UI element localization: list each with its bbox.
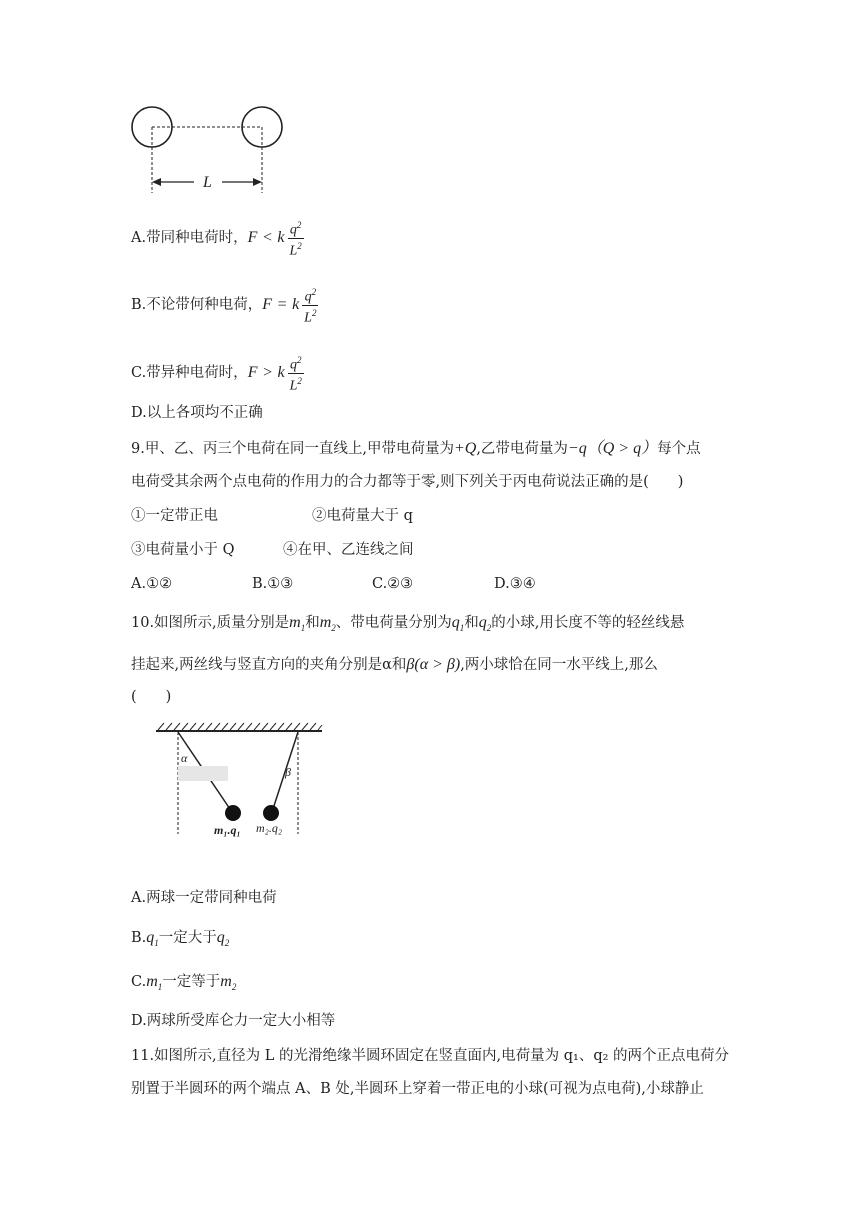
right-ball	[263, 805, 279, 821]
q9-statement-4: ④在甲、乙连线之间	[283, 542, 414, 558]
fraction: $\frac{q^2}{L^2}$	[304, 287, 317, 326]
q10-line2: 挂起来,两丝线与竖直方向的夹角分别是α和β(α > β),两小球恰在同一水平线上,那么	[131, 656, 658, 673]
q9-statement-1: ①一定带正电	[131, 508, 218, 524]
pendulum-figure	[154, 722, 326, 842]
q11-line1: 11.如图所示,直径为 L 的光滑绝缘半圆环固定在竖直面内,电荷量为 q₁、q₂ 的两个正点电荷分	[131, 1048, 730, 1064]
fraction: $\frac{q^2}{L^2}$	[289, 355, 302, 394]
distance-label: L	[203, 174, 212, 191]
q10-option-c: $C.m_1$一定等于$m_2$	[131, 973, 237, 993]
left-ball	[225, 805, 241, 821]
q10-option-b: $B.q_1$一定大于$q_2$	[131, 929, 230, 949]
fraction: $\frac{q^2}{L^2}$	[289, 220, 302, 259]
q9-statement-3: ③电荷量小于 Q	[131, 542, 235, 558]
q9-line1: 9.甲、乙、丙三个电荷在同一直线上,甲带电荷量为+Q,乙带电荷量为−q（Q > q）每个点	[131, 440, 701, 457]
q9-option-c: C.②③	[372, 576, 414, 592]
q10-option-a: A.两球一定带同种电荷	[131, 890, 277, 906]
q9-option-b: B.①③	[252, 576, 294, 592]
q11-line2: 别置于半圆环的两个端点 A、B 处,半圆环上穿着一带正电的小球(可视为点电荷),小球静止	[131, 1081, 704, 1097]
q9-statement-2: ②电荷量大于 q	[312, 508, 413, 524]
two-spheres-figure	[128, 98, 288, 198]
option-a: A.带同种电荷时，F < k $\frac{q^2}{L^2}$	[131, 220, 302, 259]
option-c: C.带异种电荷时，F > k $\frac{q^2}{L^2}$	[131, 355, 302, 394]
q10-line1: 10.如图所示,质量分别是$m_1$和$m_2$、带电荷量分别为$q_1$和$q_2$的小球,用长度不等的轻丝线悬	[131, 614, 685, 634]
beta-label: β	[285, 765, 291, 779]
q10-option-d: D.两球所受库仑力一定大小相等	[131, 1013, 336, 1029]
option-b: B.不论带何种电荷，F = k $\frac{q^2}{L^2}$	[131, 287, 317, 326]
alpha-label: α	[181, 751, 188, 765]
option-d: D.以上各项均不正确	[131, 405, 263, 421]
q9-line2: 电荷受其余两个点电荷的作用力的合力都等于零,则下列关于丙电荷说法正确的是( )	[131, 474, 684, 490]
q9-option-a: A.①②	[131, 576, 173, 592]
ball2-label: m₂.q₂	[256, 821, 283, 835]
ball1-label: m₁.q₁	[214, 823, 241, 837]
q10-line3: ( )	[131, 689, 172, 705]
q9-option-d: D.③④	[494, 576, 536, 592]
